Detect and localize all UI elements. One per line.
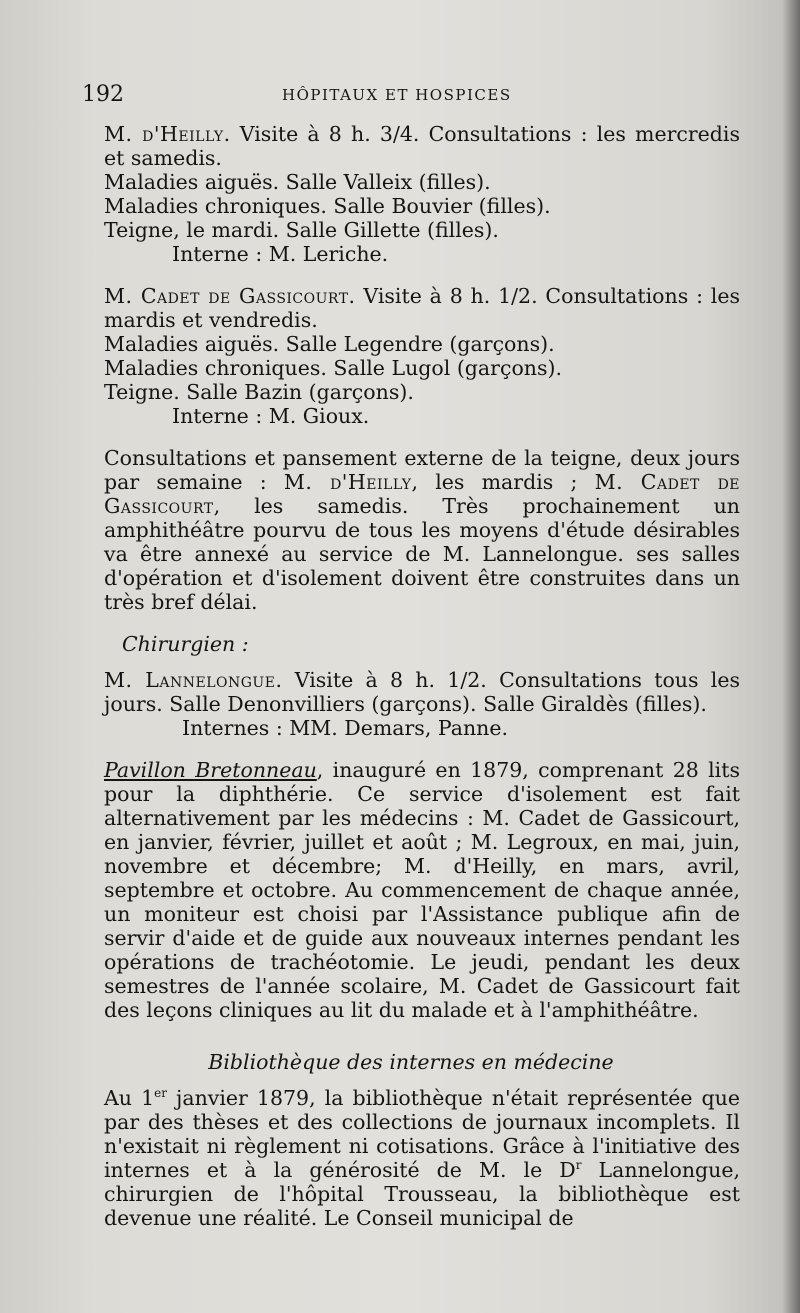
chirurgien-visit: Visite à 8 h. 1/2. Consultations tous les jours. Salle Denonvilliers (garçons). Salle Giraldès (filles). <box>104 668 740 716</box>
bibliotheque-sup-2: r <box>575 1158 582 1173</box>
cadet-line-1: Maladies aiguës. Salle Legendre (garçons). <box>104 332 555 356</box>
consultations-name-1: M. d'Heilly <box>283 470 412 494</box>
chirurgien-internes: Internes : MM. Demars, Panne. <box>182 716 509 740</box>
bibliotheque-paragraph <box>82 1086 740 1230</box>
heilly-line-1: Maladies aiguës. Salle Valleix (filles). <box>104 170 491 194</box>
heilly-paragraph <box>82 122 740 170</box>
cadet-line-3: Teigne. Salle Bazin (garçons). <box>104 380 414 404</box>
pavillon-title: Pavillon Bretonneau <box>104 758 317 782</box>
consultations-name-2: M. Cadet de Gassicourt <box>104 470 741 518</box>
bibliotheque-heading: Bibliothèque des internes en médecine <box>208 1050 614 1074</box>
heilly-interne: Interne : M. Leriche. <box>172 242 389 266</box>
bibliotheque-text-1: Au 1 <box>104 1086 155 1110</box>
heilly-line-2: Maladies chroniques. Salle Bouvier (filles). <box>104 194 551 218</box>
heilly-line-3: Teigne, le mardi. Salle Gillette (filles). <box>104 218 499 242</box>
pavillon-text: , inauguré en 1879, comprenant 28 lits pour la diphthérie. Ce service d'isolement est fait alternativement par les médecins : M. Cadet de Gassicourt, en janvier, février, juillet et août ; M. Legroux, en mai, juin, novembre et décembre; M. d'Heilly, en mars, avril, septembre et octobre. Au commencement de chaque année, un moniteur est choisi par l'Assistance publique afin de servir d'aide et de guide aux nouveaux internes pendant les opérations de trachéotomie. Le jeudi, pendant les deux semestres de l'année scolaire, M. Cadet de Gassicourt fait des leçons cliniques au lit du malade et à l'amphithéâtre. <box>104 758 740 1022</box>
pavillon-paragraph <box>82 758 740 1022</box>
consultations-paragraph <box>82 446 740 614</box>
chirurgien-name: M. Lannelongue. <box>104 668 283 692</box>
cadet-line-2: Maladies chroniques. Salle Lugol (garçons). <box>104 356 563 380</box>
page-body <box>82 122 740 1230</box>
bibliotheque-text-3: Lannelongue, chirurgien de l'hôpital Trousseau, la bibliothèque est devenue une réalité. Le Conseil municipal de <box>104 1158 740 1230</box>
chirurgien-paragraph <box>82 668 740 716</box>
bibliotheque-text-2: janvier 1879, la bibliothèque n'était représentée que par des thèses et des collections de journaux incomplets. Il n'existait ni règlement ni cotisations. Grâce à l'initiative des internes et à la générosité de M. le D <box>104 1086 740 1182</box>
cadet-interne: Interne : M. Gioux. <box>172 404 370 428</box>
chirurgien-heading: Chirurgien : <box>122 632 249 656</box>
consultations-text-3: , les samedis. Très prochainement un amphithéâtre pourvu de tous les moyens d'étude désirables va être annexé au service de M. Lannelongue. ses salles d'opération et d'isolement doivent être construites dans un très bref délai. <box>104 494 740 614</box>
page-number: 192 <box>82 82 124 107</box>
cadet-name: M. Cadet de Gassicourt. <box>104 284 356 308</box>
heilly-name: M. d'Heilly. <box>104 122 231 146</box>
cadet-paragraph <box>82 284 740 332</box>
page-header <box>82 82 742 112</box>
running-title: HÔPITAUX ET HOSPICES <box>282 86 512 104</box>
consultations-text-2: , les mardis ; <box>411 470 595 494</box>
cadet-visit: Visite à 8 h. 1/2. Consultations : les mardis et vendredis. <box>104 284 741 332</box>
bibliotheque-sup-1: er <box>154 1086 167 1101</box>
heilly-visit: Visite à 8 h. 3/4. Consultations : les mercredis et samedis. <box>104 122 741 170</box>
consultations-text-1: Consultations et pansement externe de la teigne, deux jours par semaine : <box>104 446 740 494</box>
